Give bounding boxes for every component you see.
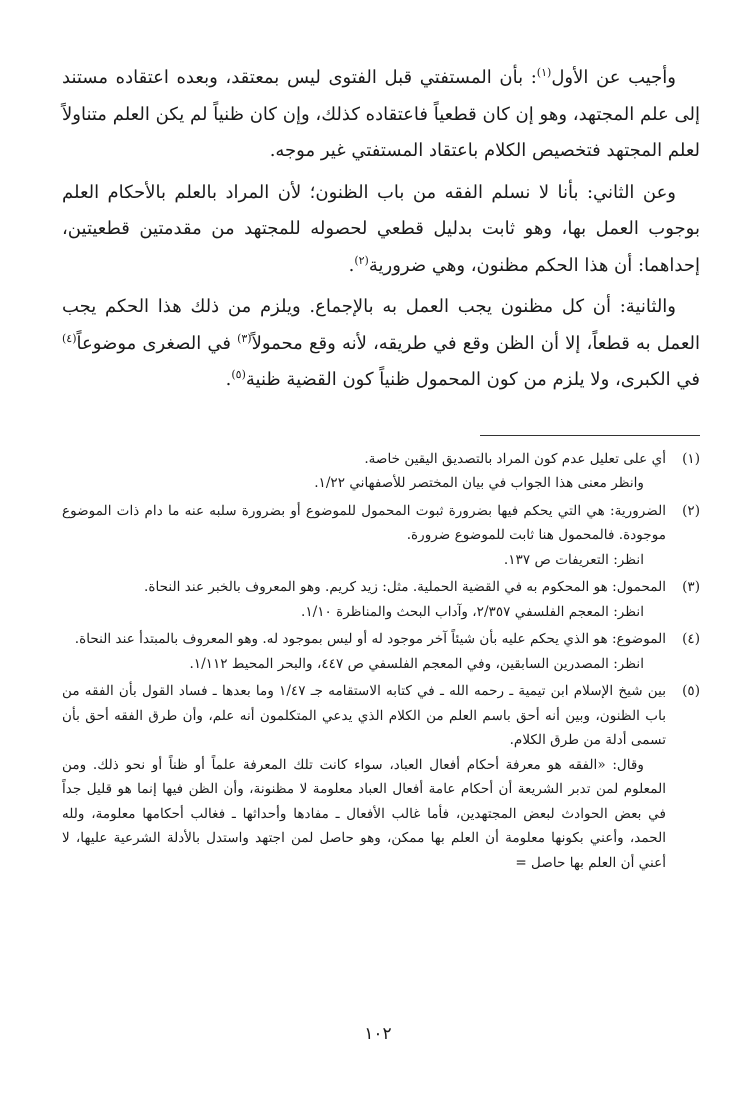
footnote-reference: انظر: المصدرين السابقين، وفي المعجم الفلسفي ص ٤٤٧، والبحر المحيط ١/١١٢. <box>189 655 644 672</box>
document-page <box>62 60 700 1102</box>
footnote-number: (٢) <box>682 502 700 519</box>
footnote-text: بين شيخ الإسلام ابن تيمية ـ رحمه الله ـ في كتابه الاستقامه جـ ١/٤٧ وما بعدها ـ فساد القول بأن الفقه من باب الظنون، وبين أنه أحق باسم العلم من الكلام الذي يدعي المتكلمون أنه علم، وأن طرق الفقه أحق بأن تسمى أدلة من طرق الكلام. <box>62 683 666 748</box>
footnote-number: (٣) <box>682 579 700 595</box>
footnote-text: المحمول: هو المحكوم به في القضية الحملية. مثل: زيد كريم. وهو المعروف بالخبر عند النحاة. <box>144 579 666 595</box>
page-number: ١٠٢ <box>364 1024 392 1044</box>
body-paragraph-3: والثانية: أن كل مظنون يجب العمل به بالإجماع. ويلزم من ذلك هذا الحكم يجب العمل به قطعاً، إلا أن الظن وقع في طريقه، لأنه وقع محمولاً$^{(٣)}$ في الصغرى موضوعاً$^{(٤)}$ في الكبرى، ولا يلزم من كون المحمول ظنياً كون القضية ظنية$^{(٥)}$. <box>62 296 700 390</box>
footnote-reference: انظر: المعجم الفلسفي ٢/٣٥٧، وآداب البحث والمناظرة ١/١٠. <box>301 603 644 620</box>
footnotes <box>62 447 700 876</box>
footnote-3 <box>62 575 700 624</box>
footnote-4 <box>62 627 700 676</box>
footnote-text: الموضوع: هو الذي يحكم عليه بأن شيئاً آخر موجود له أو ليس بموجود له. وهو المعروف بالمبتدأ عند النحاة. <box>74 631 666 647</box>
body-paragraph-1: وأجيب عن الأول$^{(١)}$: بأن المستفتي قبل الفتوى ليس بمعتقد، وبعده اعتقاده مستند إلى علم المجتهد، وهو إن كان قطعياً فاعتقاده كذلك، وإن كان ظنياً لم يكن العلم متناولاً لعلم المجتهد فتخصيص الكلام باعتقاد المستفتي غير موجه. <box>62 66 700 161</box>
footnote-quote: وقال: «الفقه هو معرفة أحكام أفعال العباد، سواء كانت تلك المعرفة علماً أو ظناً أو نحو ذلك. ومن المعلوم لمن تدبر الشريعة أن أحكام عامة أفعال العباد معلومة لا مظنونة، وأن الظن فيها إنما هو قليل جداً في بعض الحوادث لبعض المجتهدين، فأما غالب الأفعال ـ مفادها وأحداثها ـ فغالب أحكامها معلومة، ولله الحمد، وأعني بكونها معلومة أن العلم بها ممكن، وهو حاصل لمن اجتهد واستدل بالأدلة الشرعية عليها، لا أعني أن العلم بها حاصل = <box>62 756 666 871</box>
footnote-separator <box>480 435 700 436</box>
footnote-number: (٥) <box>682 683 700 699</box>
footnote-2 <box>62 499 700 573</box>
footnote-number: (٤) <box>682 631 700 647</box>
footnote-reference: وانظر معنى هذا الجواب في بيان المختصر للأصفهاني ١/٢٢. <box>314 475 644 491</box>
footnote-1 <box>62 447 700 496</box>
body-paragraph-2: وعن الثاني: بأنا لا نسلم الفقه من باب الظنون؛ لأن المراد بالعلم بالأحكام العلم بوجوب العمل بها، وهو ثابت بدليل قطعي لحصوله للمجتهد من مقدمتين قطعيتين، إحداهما: أن هذا الحكم مظنون، وهي ضرورية$^{(٢)}$. <box>62 181 700 276</box>
footnote-number: (١) <box>682 450 700 467</box>
footnote-5 <box>62 679 700 875</box>
footnote-text: الضرورية: هي التي يحكم فيها بضرورة ثبوت المحمول للموضوع أو بضرورة سلبه عنه ما دام ذات الموضوع موجودة. فالمحمول هنا ثابت للموضوع ضرورة. <box>62 502 666 543</box>
footnote-reference: انظر: التعريفات ص ١٣٧. <box>503 551 644 568</box>
footnote-text: أي على تعليل عدم كون المراد بالتصديق اليقين خاصة. <box>364 450 666 467</box>
